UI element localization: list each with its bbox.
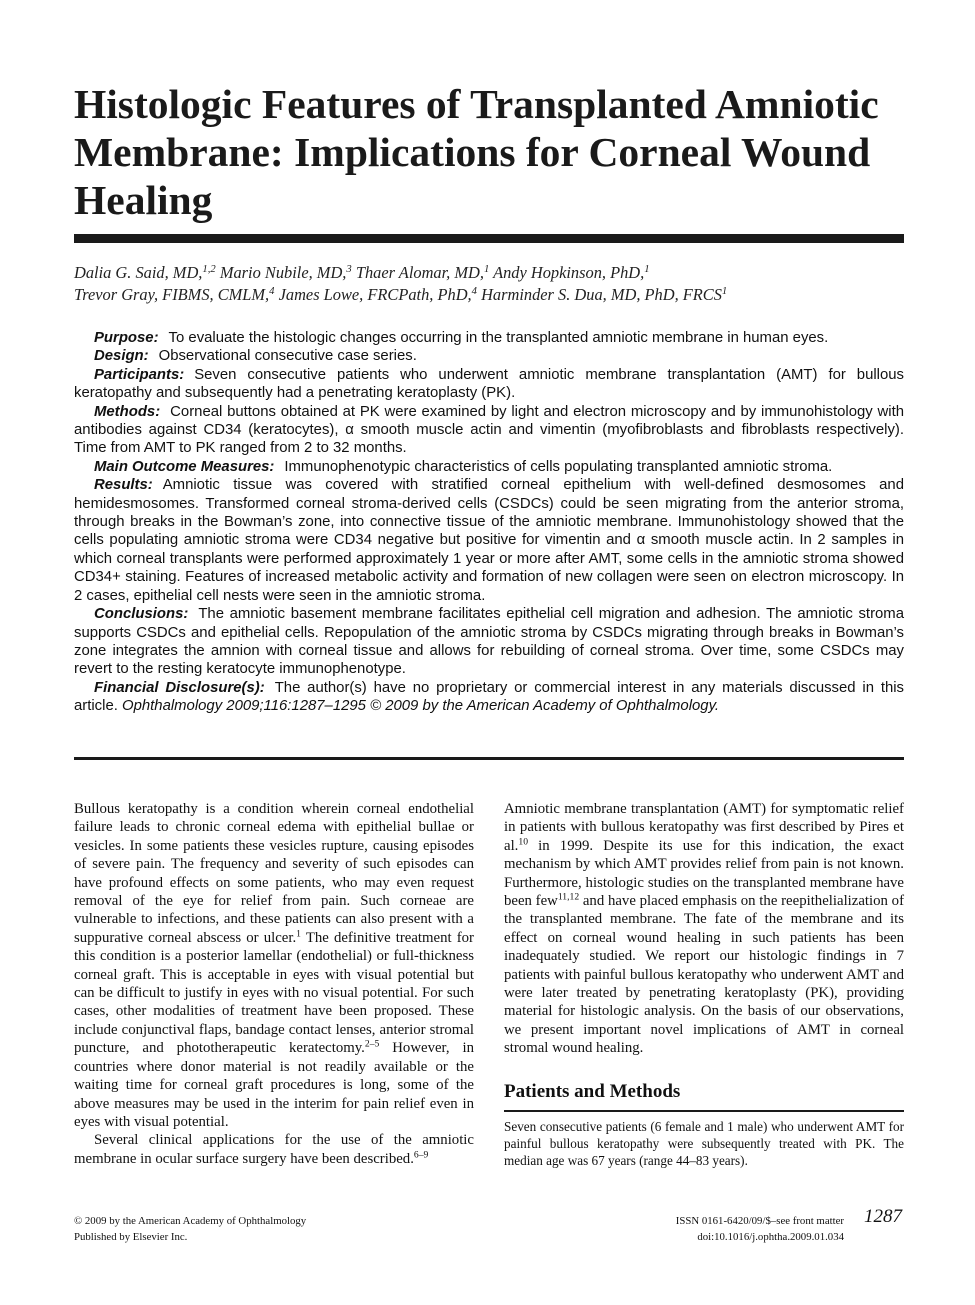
issn-line: ISSN 0161-6420/09/$–see front matter [675, 1215, 844, 1227]
title-rule [74, 234, 904, 243]
abstract-participants [74, 366, 904, 403]
author-name: Trevor Gray, FIBMS, CMLM, [74, 285, 270, 304]
author-name: James Lowe, FRCPath, PhD, [278, 285, 472, 304]
body-text: and have placed emphasis on the reepithelialization of the transplanted membrane. The fate of the membrane and its effect on corneal wound healing in such patients has been inadequately studied. We report our histologic findings in 7 patients with painful bullous keratopathy who underwent AMT and were later treated by penetrating keratoplasty (PK), providing material for histologic analysis. On the basis of our observations, we present important novel implications of AMT in corneal stromal wound healing. [504, 893, 905, 1057]
abstract-text: The amniotic basement membrane facilitates epithelial cell migration and adhesion. The amniotic stroma supports CSDCs and epithelial cells. Repopulation of the amniotic stroma by CSDCs migrating through breaks in Bowman’s zone integrates the amnion with corneal tissue and allows for rebuilding of corneal stroma. Over time, some CSDCs may revert to the resting keratocyte immunophenotype. [74, 606, 904, 678]
body-paragraph: Seven consecutive patients (6 female and 1 male) who underwent AMT for painful bullous keratopathy were subsequently treated with PK. The median age was 67 years (range 44–83 years). [504, 1118, 904, 1168]
abstract-text: Observational consecutive case series. [158, 348, 417, 365]
reference-link[interactable]: 2–5 [364, 1039, 380, 1050]
abstract-label: Purpose: [94, 330, 159, 346]
author-list [74, 262, 904, 306]
body-column-right [504, 800, 904, 1169]
body-column-left [74, 800, 474, 1168]
abstract-design [74, 347, 904, 365]
author-name: Thaer Alomar, MD, [355, 263, 484, 282]
author-line-1 [74, 262, 904, 284]
body-text: Amniotic membrane transplantation (AMT) for symptomatic relief in patients with bullous keratopathy was first described by Pires et al. [504, 801, 904, 854]
section-heading: Patients and Methods [504, 1080, 681, 1102]
abstract-text: To evaluate the histologic changes occurring in the transplanted amniotic membrane in human eyes. [168, 330, 829, 346]
copyright-line: © 2009 by the American Academy of Ophthalmology [74, 1215, 307, 1227]
abstract-text: Amniotic tissue was covered with stratified corneal epithelium with well-defined desmosomes and hemidesmosomes. Transformed corneal stroma-derived cells (CSDCs) could be seen migrating from the anterior stroma, through breaks in the Bowman’s zone, into connective tissue of the amniotic membrane. Immunohistology showed that the cells populating amniotic stroma were CD34 negative but positive for vimentin and α smooth muscle actin. In 2 samples in which corneal transplants were performed approximately 1 year or more after AMT, some cells in the amniotic stroma showed CD34+ staining. Features of increased metabolic activity and formation of new collagen were seen on electron microscopy. In 2 cases, epithelial cell nests were seen in the amniotic stroma. [74, 477, 904, 604]
body-paragraph [74, 800, 474, 1131]
abstract-label: Methods: [94, 403, 161, 420]
footer-left [74, 1213, 306, 1245]
abstract-text: The author(s) have no proprietary or commercial interest in any materials discussed in this article. [74, 679, 904, 715]
abstract-text: Immunophenotypic characteristics of cells populating transplanted amniotic stroma. [284, 458, 833, 475]
author-name: Mario Nubile, MD, [219, 263, 347, 282]
footer-right [600, 1213, 844, 1245]
author-name: Dalia G. Said, MD, [74, 263, 203, 282]
abstract-purpose [74, 329, 904, 347]
abstract-label: Design: [94, 348, 149, 365]
abstract-label: Financial Disclosure(s): [94, 679, 265, 696]
abstract-label: Main Outcome Measures: [94, 458, 275, 475]
doi-link[interactable]: doi:10.1016/j.ophtha.2009.01.034 [697, 1231, 844, 1243]
article-title: Histologic Features of Transplanted Amniotic Membrane: Implications for Corneal Wound Healing [74, 81, 879, 223]
section-rule [504, 1110, 904, 1112]
author-affiliation: 4 [269, 286, 275, 298]
reference-link[interactable]: 1 [296, 928, 301, 940]
abstract-outcome [74, 458, 904, 476]
abstract-rule [74, 757, 904, 760]
body-paragraph [504, 800, 904, 1058]
author-name: Andy Hopkinson, PhD, [493, 263, 645, 282]
abstract-methods [74, 403, 904, 458]
abstract-label: Conclusions: [94, 606, 189, 623]
author-affiliation: 1 [483, 264, 490, 276]
journal-citation: Ophthalmology 2009;116:1287–1295 © 2009 by the American Academy of Ophthalmology. [122, 698, 720, 715]
author-affiliation: 4 [471, 286, 477, 298]
author-affiliation: 1 [721, 286, 728, 298]
body-text: Bullous keratopathy is a condition wherein corneal endothelial failure leads to chronic corneal edema with epithelial bullae or vesicles. In some patients these vesicles rupture, causing episodes of severe pain. The frequency and severity of such episodes can have profound effects on some patients, who may even request removal of the eye for relief from pain. Such corneae are vulnerable to infections, and these patients can also present with a suppurative corneal abscess or ulcer. [74, 801, 474, 946]
author-affiliation: 1,2 [202, 264, 216, 276]
body-text: in 1999. Despite its use for this indication, the exact mechanism by which AMT provides relief from pain is not known. Furthermore, histologic studies on the transplanted membrane have been few [504, 837, 904, 910]
author-name: Harminder S. Dua, MD, PhD, FRCS [481, 285, 722, 304]
abstract-text: Corneal buttons obtained at PK were examined by light and electron microscopy and by immunohistology with antibodies against CD34 (keratocytes), α smooth muscle actin and vimentin (myofibroblasts and fibroblasts respectively). Time from AMT to PK ranged from 2 to 32 months. [74, 403, 904, 457]
abstract-disclosure [74, 679, 904, 716]
body-text: However, in countries where donor material is not readily available or the waiting time for corneal graft procedures is long, some of the above measures may be used in the interim for pain relief even in eyes with visual potential. [74, 1040, 474, 1130]
reference-link[interactable]: 10 [518, 836, 528, 848]
publisher-line: Published by Elsevier Inc. [74, 1231, 188, 1243]
page-number: 1287 [864, 1206, 902, 1227]
author-affiliation: 1 [644, 264, 650, 276]
reference-link[interactable]: 6–9 [413, 1149, 429, 1161]
body-paragraph [74, 1131, 474, 1168]
body-text: Several clinical applications for the use of the amniotic membrane in ocular surface surgery have been described. [74, 1132, 474, 1167]
abstract-text: Seven consecutive patients who underwent amniotic membrane transplantation (AMT) for bullous keratopathy and subsequently had a penetrating keratoplasty (PK). [74, 366, 904, 402]
abstract-label: Participants: [94, 366, 185, 383]
reference-link[interactable]: 11,12 [557, 891, 580, 903]
abstract-results [74, 476, 904, 605]
abstract-conclusions [74, 605, 904, 679]
author-line-2 [74, 284, 904, 306]
author-affiliation: 3 [346, 264, 352, 276]
body-text: The definitive treatment for this condition is a posterior lamellar (endothelial) or full-thickness corneal graft. This is acceptable in eyes with visual potential but can be difficult to justify in eyes with no visual potential. For such cases, other modalities of treatment have been proposed. These include conjunctival flaps, bandage contact lenses, anterior stromal puncture, and phototherapeutic keratectomy. [74, 929, 474, 1057]
abstract [74, 329, 904, 716]
abstract-label: Results: [94, 477, 153, 494]
